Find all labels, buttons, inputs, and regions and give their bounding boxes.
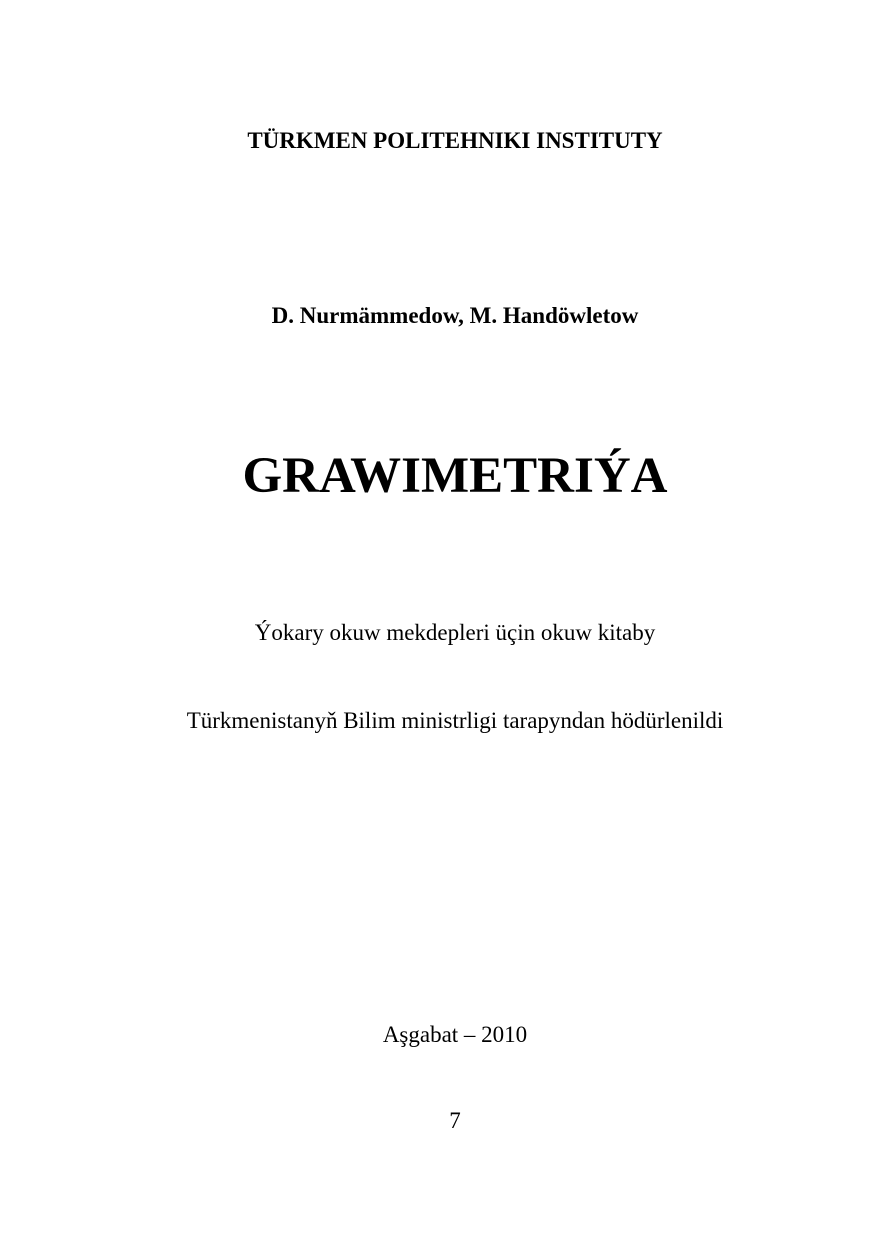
page-number: 7 xyxy=(449,1108,461,1133)
approval-note: Türkmenistanyň Bilim ministrligi tarapyndan hödürlenildi xyxy=(186,708,724,733)
book-title: GRAWIMETRIÝA xyxy=(242,448,668,504)
place-and-year: Aşgabat – 2010 xyxy=(382,1022,528,1047)
authors: D. Nurmämmedow, M. Handöwletow xyxy=(271,303,639,328)
book-subtitle: Ýokary okuw mekdepleri üçin okuw kitaby xyxy=(254,620,656,645)
institution-name: TÜRKMEN POLITEHNIKI INSTITUTY xyxy=(247,128,663,153)
